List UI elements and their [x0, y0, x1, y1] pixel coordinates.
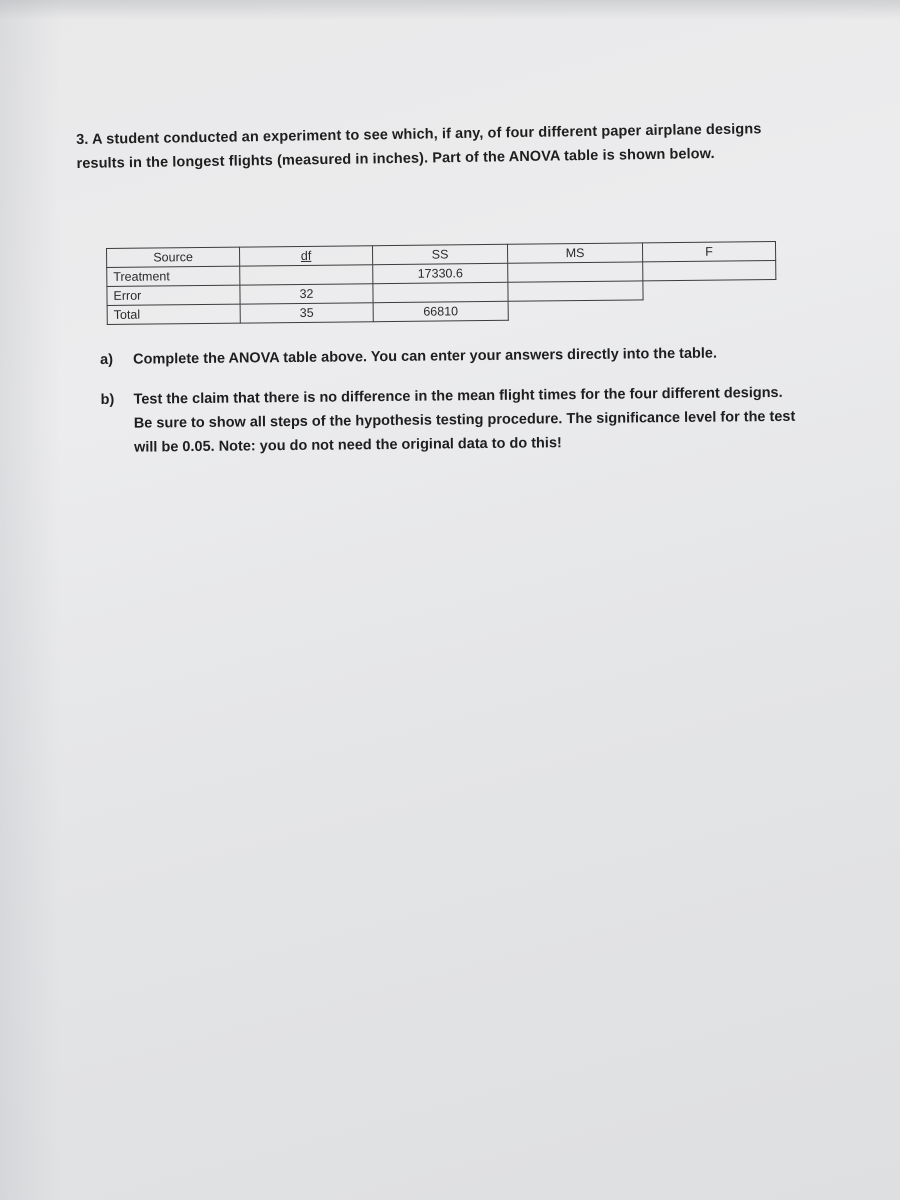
cell-ms	[508, 300, 643, 320]
header-ss: SS	[372, 244, 507, 264]
question-line-2: results in the longest flights (measured in inches). Part of the ANOVA table is shown below.	[76, 145, 715, 172]
cell-ss: 17330.6	[373, 263, 508, 283]
anova-table	[106, 241, 777, 325]
header-f: F	[642, 241, 775, 261]
page-shadow-left	[0, 0, 60, 1200]
cell-ms	[508, 281, 643, 301]
part-b-text	[133, 380, 821, 459]
cell-ss	[373, 282, 508, 302]
cell-source: Total	[107, 304, 240, 324]
cell-ss: 66810	[373, 301, 508, 321]
part-b-line-1: Test the claim that there is no difference in the mean flight times for the four different designs.	[133, 384, 783, 408]
question-line-1: 3. A student conducted an experiment to see which, if any, of four different paper airplane designs	[76, 121, 762, 148]
cell-source: Error	[107, 285, 240, 305]
header-ms: MS	[507, 243, 642, 263]
question-parts	[100, 340, 821, 460]
cell-df: 32	[240, 284, 373, 304]
part-b-label: b)	[100, 391, 115, 408]
page-shadow-top	[0, 0, 900, 20]
header-df-label: df	[300, 248, 312, 263]
cell-ms	[508, 262, 643, 282]
cell-f	[643, 298, 776, 318]
cell-df	[240, 265, 373, 285]
header-df	[239, 246, 372, 266]
part-a-label: a)	[100, 351, 114, 368]
question-text	[76, 116, 817, 176]
cell-f	[643, 279, 776, 299]
part-b	[100, 380, 821, 460]
header-source: Source	[107, 247, 240, 267]
part-b-line-2: Be sure to show all steps of the hypothesis testing procedure. The significance level for the test	[133, 408, 796, 432]
part-b-line-3: will be 0.05. Note: you do not need the original data to do this!	[133, 435, 562, 456]
cell-f	[643, 260, 776, 280]
cell-df: 35	[240, 303, 373, 323]
part-a-text: Complete the ANOVA table above. You can enter your answers directly into the table.	[133, 345, 718, 368]
anova-table-container	[106, 241, 787, 325]
part-a	[100, 340, 820, 372]
cell-source: Treatment	[107, 266, 240, 286]
